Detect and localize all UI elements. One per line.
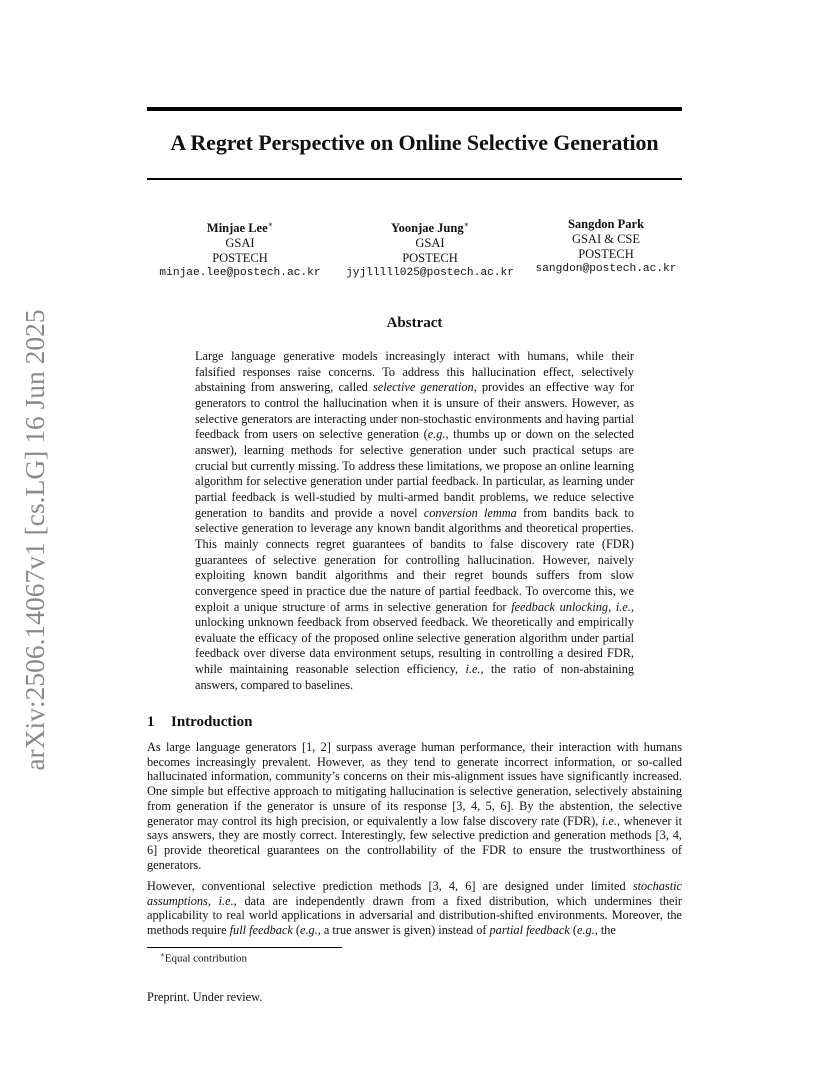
- text-run: , provides an effective way for generators to control the hallucination when it is unsure of their answers. However, as selective generators are interacting under non-stochastic environments and having partial feedback from users on selective generation (: [195, 380, 634, 442]
- emphasis-text: i.e.,: [601, 813, 621, 828]
- intro-paragraph: [147, 879, 682, 938]
- text-run: a true answer is given) instead of: [320, 923, 490, 938]
- author-email: jyjlllll025@postech.ac.kr: [346, 267, 514, 280]
- author-name: Yoonjae Jung∗: [390, 220, 470, 236]
- emphasis-text: i.e.,: [465, 662, 484, 677]
- footnote-mark: ∗: [160, 951, 165, 959]
- text-run: ,: [608, 599, 616, 614]
- intro-paragraph: [147, 740, 682, 872]
- author-block: [335, 217, 525, 281]
- emphasis-text: full feedback: [229, 923, 293, 938]
- author-affiliation: GSAI & CSE: [571, 232, 641, 246]
- footnote: [160, 951, 247, 965]
- text-run: As large language generators [1, 2] surpass average human performance, their interaction with humans becomes increasingly prevalent. However, as they tend to generate incorrect information, or so-called hallucinated information, community’s concerns on their mis-alignment issues have significantly increased. One simple but effective approach to mitigating hallucination is selective generation, selectively abstaining from generation if the generator is unsure of its response [3, 4, 5, 6]. By the abstention, the selective generator may control its high precision, or equivalently a low false discovery rate (FDR),: [147, 740, 682, 828]
- emphasis-text: selective generation: [372, 380, 474, 395]
- footnote-rule: [147, 947, 342, 948]
- section-number: 1: [147, 714, 155, 730]
- emphasis-text: conversion lemma: [423, 505, 517, 520]
- author-name: Sangdon Park: [567, 217, 645, 231]
- emphasis-text: e.g.,: [427, 427, 449, 442]
- text-run: (: [569, 923, 577, 938]
- abstract-heading: Abstract: [386, 315, 443, 331]
- author-affiliation: GSAI: [225, 236, 255, 251]
- text-run: the ratio of non-abstaining answers, compared to baselines.: [195, 662, 634, 692]
- text-run: thumbs up or down on the selected answer), learning methods for selective generation under such practical setups are crucial but currently missing. To address these limitations, we propose an online learning algorithm for selective generation under partial feedback. In particular, as learning under partial feedback is well-studied by multi-armed bandit problems, we reduce selective generation to bandits and provide a novel: [195, 427, 634, 520]
- text-run: unlocking unknown feedback from observed feedback. We theoretically and empirically evaluate the efficacy of the proposed online selective generation algorithm under partial feedback over diverse data environment setups, resulting in controlling a desired FDR, while maintaining reasonable selection efficiency,: [195, 615, 634, 677]
- emphasis-text: i.e.,: [615, 599, 634, 614]
- equal-contribution-mark: ∗: [463, 220, 470, 229]
- title-rule-bottom: [147, 178, 682, 180]
- text-run: Large language generative models increasingly interact with humans, while their falsified responses raise concerns. To address this hallucination effect, selectively abstaining from answering, called: [195, 349, 634, 395]
- section-title: Introduction: [171, 714, 253, 730]
- author-email: minjae.lee@postech.ac.kr: [159, 267, 321, 280]
- emphasis-text: e.g.,: [576, 923, 598, 938]
- equal-contribution-mark: ∗: [267, 220, 274, 229]
- text-run: (: [292, 923, 300, 938]
- emphasis-text: feedback unlocking: [511, 599, 609, 614]
- text-run: However, conventional selective prediction methods [3, 4, 6] are designed under limited: [147, 879, 633, 893]
- abstract-body: [195, 349, 634, 693]
- author-block: [145, 217, 335, 281]
- emphasis-text: partial feedback: [489, 923, 570, 938]
- text-run: from bandits back to selective generation to leverage any known bandit algorithms and theoretical properties. This mainly connects regret guarantees of bandits to false discovery rate (FDR) guarantees of selective generation for controlling hallucination. However, naively exploiting known bandit algorithms and their regret bounds suffers from slow convergence speed in practice due the nature of partial feedback. To overcome this, we exploit a unique structure of arms in selective generation for: [195, 505, 634, 614]
- emphasis-text: stochastic assumptions: [147, 879, 682, 908]
- emphasis-text: e.g.,: [299, 923, 321, 938]
- section-heading: [147, 714, 252, 731]
- paper-title: A Regret Perspective on Online Selective Generation: [170, 130, 659, 155]
- author-block: [527, 217, 685, 277]
- title-rule-top: [147, 107, 682, 111]
- author-institution: POSTECH: [578, 247, 634, 261]
- emphasis-text: i.e.,: [218, 893, 237, 908]
- text-run: data are independently drawn from a fixed distribution, which undermines their applicability to real world applications in adversarial and distribution-shifted environments. Moreover, the methods require: [147, 893, 682, 938]
- page-footer: Preprint. Under review.: [147, 990, 263, 1004]
- text-run: ,: [207, 893, 219, 908]
- text-run: the: [597, 923, 616, 938]
- author-institution: POSTECH: [212, 251, 268, 266]
- author-affiliation: GSAI: [415, 236, 445, 251]
- arxiv-stamp-text: arXiv:2506.14067v1 [cs.LG] 16 Jun 2025: [19, 309, 50, 771]
- author-email: sangdon@postech.ac.kr: [535, 263, 677, 275]
- author-name: Minjae Lee∗: [206, 220, 274, 236]
- author-institution: POSTECH: [402, 251, 458, 266]
- footnote-text: Equal contribution: [164, 952, 247, 965]
- text-run: whenever it says answers, they are mostly correct. Interestingly, few selective prediction and generation methods [3, 4, 6] provide theoretical guarantees on the controllability of the FDR to ensure the trustworthiness of generators.: [147, 813, 682, 872]
